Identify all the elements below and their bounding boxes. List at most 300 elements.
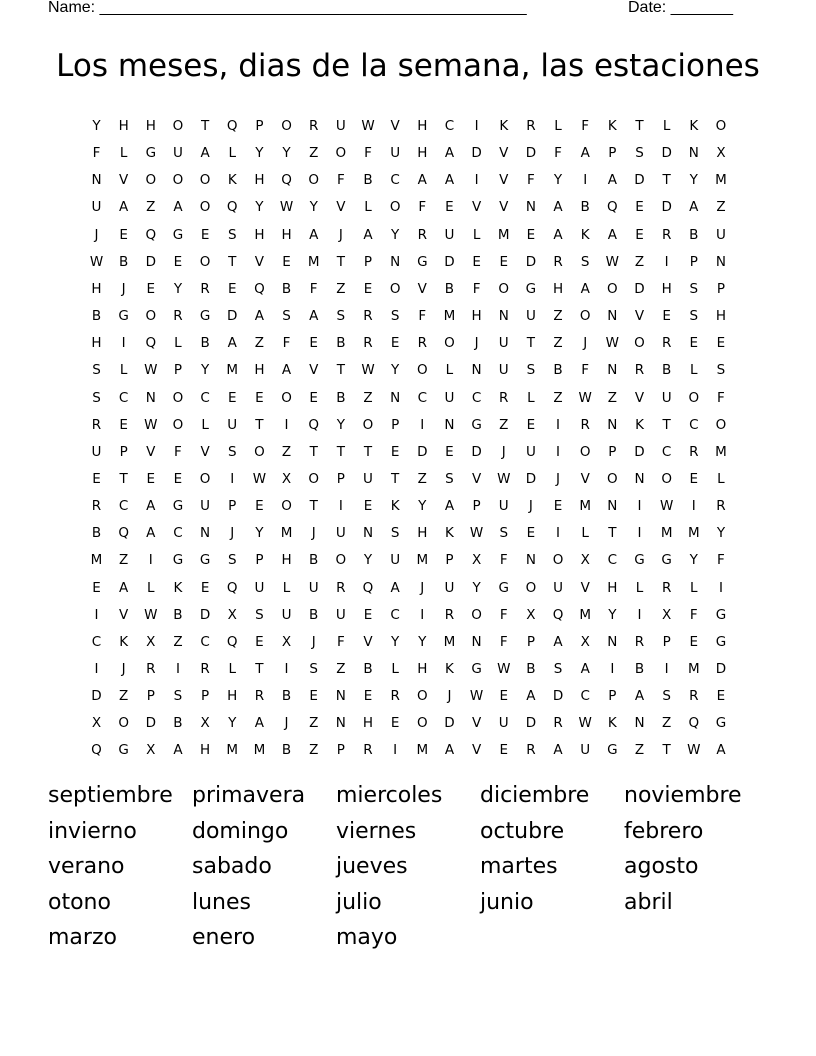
grid-letter: G — [525, 280, 537, 297]
grid-letter: X — [227, 606, 237, 623]
grid-letter: N — [688, 145, 699, 162]
grid-letter: D — [227, 308, 238, 325]
grid-letter: W — [578, 389, 592, 406]
grid-letter: E — [499, 742, 509, 759]
grid-letter: C — [417, 389, 428, 406]
word-list-item: marzo — [48, 925, 117, 951]
grid-letter: U — [200, 498, 211, 515]
grid-letter: B — [91, 525, 102, 542]
grid-letter: D — [525, 253, 537, 270]
grid-letter: C — [607, 552, 618, 569]
grid-letter: T — [255, 416, 264, 433]
grid-letter: L — [527, 389, 535, 406]
grid-letter: B — [662, 362, 672, 379]
grid-letter: O — [552, 552, 564, 569]
grid-letter: G — [417, 253, 428, 270]
grid-letter: H — [471, 308, 482, 325]
grid-letter: G — [118, 742, 129, 759]
grid-letter: E — [200, 226, 210, 243]
grid-letter: F — [309, 280, 318, 297]
grid-letter: M — [687, 525, 700, 542]
grid-letter: D — [525, 145, 537, 162]
grid-letter: V — [499, 199, 509, 216]
grid-letter: S — [173, 688, 183, 705]
grid-letter: G — [172, 552, 184, 569]
grid-letter: L — [282, 579, 291, 596]
grid-letter: P — [201, 688, 210, 705]
grid-letter: B — [526, 661, 536, 677]
grid-letter: S — [336, 308, 346, 325]
grid-letter: Y — [391, 362, 400, 379]
grid-letter: J — [474, 335, 479, 352]
grid-letter: U — [281, 606, 292, 623]
grid-letter: E — [309, 335, 318, 352]
grid-letter: F — [418, 199, 427, 216]
grid-letter: B — [119, 253, 129, 270]
grid-letter: U — [335, 525, 346, 542]
grid-letter: A — [444, 742, 455, 759]
grid-letter: D — [525, 470, 537, 487]
grid-letter: I — [474, 172, 479, 189]
grid-letter: Q — [308, 416, 319, 433]
grid-letter: R — [661, 579, 672, 596]
grid-letter: N — [634, 470, 645, 487]
grid-letter: I — [556, 416, 561, 433]
header-line — [48, 0, 740, 20]
grid-letter: K — [607, 715, 617, 732]
grid-letter: J — [447, 688, 452, 705]
grid-letter: H — [715, 308, 727, 325]
grid-letter: D — [145, 253, 156, 270]
grid-letter: U — [335, 606, 346, 623]
grid-letter: I — [230, 470, 235, 487]
grid-letter: O — [281, 118, 292, 134]
grid-letter: Q — [688, 715, 700, 732]
grid-letter: M — [497, 226, 510, 243]
grid-letter: A — [309, 226, 319, 243]
grid-letter: N — [390, 389, 401, 406]
grid-letter: I — [175, 661, 180, 677]
grid-letter: O — [607, 280, 618, 297]
grid-letter: Q — [226, 118, 238, 134]
grid-letter: G — [199, 552, 211, 569]
grid-letter: L — [581, 525, 589, 542]
grid-letter: E — [499, 253, 509, 270]
grid-letter: X — [91, 715, 102, 732]
grid-letter: D — [199, 606, 211, 623]
grid-letter: L — [554, 118, 562, 134]
grid-letter: U — [498, 335, 509, 352]
grid-letter: I — [556, 443, 561, 460]
grid-letter: E — [227, 280, 237, 297]
grid-letter: O — [444, 335, 455, 352]
grid-letter: F — [527, 172, 535, 189]
grid-letter: L — [445, 362, 454, 379]
grid-letter: B — [281, 742, 292, 759]
grid-letter: O — [145, 308, 157, 325]
grid-letter: E — [526, 416, 536, 433]
grid-letter: K — [607, 118, 617, 134]
grid-letter: O — [416, 688, 428, 705]
grid-letter: S — [635, 145, 644, 162]
grid-letter: U — [525, 443, 536, 460]
grid-letter: I — [556, 525, 561, 542]
grid-letter: C — [661, 443, 672, 460]
grid-letter: I — [664, 253, 669, 270]
grid-letter: D — [471, 145, 482, 162]
grid-letter: G — [715, 633, 727, 650]
grid-letter: T — [336, 253, 345, 270]
grid-letter: S — [689, 308, 699, 325]
grid-letter: C — [200, 633, 210, 650]
word-list — [48, 778, 768, 956]
word-list-item: verano — [48, 854, 125, 880]
grid-letter: B — [444, 280, 455, 297]
grid-letter: U — [91, 199, 102, 216]
grid-letter: L — [119, 145, 128, 162]
grid-letter: X — [526, 606, 536, 623]
grid-letter: M — [90, 552, 103, 569]
date-field: Date: _______ — [628, 0, 733, 16]
grid-letter: T — [635, 118, 644, 134]
grid-letter: E — [716, 688, 726, 705]
grid-letter: I — [637, 606, 642, 623]
grid-letter: Y — [255, 145, 264, 162]
grid-letter: A — [526, 688, 536, 705]
grid-letter: M — [226, 362, 239, 379]
grid-letter: Z — [146, 199, 156, 216]
grid-letter: L — [635, 579, 644, 596]
grid-letter: N — [607, 308, 618, 325]
grid-letter: H — [200, 742, 211, 759]
grid-letter: E — [363, 498, 373, 515]
grid-letter: G — [715, 715, 727, 732]
grid-letter: Z — [309, 715, 319, 732]
grid-letter: F — [336, 172, 345, 189]
grid-letter: D — [417, 443, 428, 460]
grid-letter: F — [689, 606, 698, 623]
grid-letter: P — [608, 688, 617, 705]
grid-letter: O — [688, 389, 700, 406]
grid-letter: T — [255, 661, 264, 677]
grid-letter: F — [581, 118, 590, 134]
grid-letter: I — [637, 498, 642, 515]
grid-letter: Q — [226, 633, 238, 650]
grid-letter: S — [499, 525, 509, 542]
grid-letter: H — [607, 579, 618, 596]
grid-letter: M — [443, 633, 456, 650]
grid-letter: O — [661, 470, 672, 487]
grid-letter: X — [580, 552, 590, 569]
grid-letter: P — [228, 498, 237, 515]
grid-letter: O — [579, 308, 591, 325]
grid-letter: J — [420, 579, 425, 596]
grid-letter: T — [309, 498, 318, 515]
grid-letter: V — [417, 280, 427, 297]
grid-letter: C — [444, 118, 455, 134]
grid-letter: K — [227, 172, 237, 189]
grid-letter: N — [607, 633, 618, 650]
grid-letter: B — [580, 199, 590, 216]
grid-letter: R — [526, 118, 536, 134]
grid-letter: K — [445, 525, 454, 542]
word-list-item: miercoles — [336, 783, 443, 808]
grid-letter: N — [525, 199, 536, 216]
grid-letter: L — [690, 579, 698, 596]
grid-letter: I — [637, 525, 642, 542]
grid-letter: C — [390, 172, 400, 189]
grid-letter: R — [444, 606, 455, 623]
grid-letter: N — [607, 498, 618, 515]
grid-letter: A — [444, 498, 455, 515]
grid-letter: T — [309, 443, 318, 460]
grid-letter: O — [172, 389, 184, 406]
grid-letter: Y — [255, 525, 264, 542]
grid-letter: W — [469, 525, 484, 542]
grid-letter: V — [634, 389, 645, 406]
grid-letter: O — [362, 416, 374, 433]
grid-letter: O — [308, 172, 319, 189]
grid-letter: R — [499, 389, 509, 406]
grid-letter: R — [689, 443, 699, 460]
grid-letter: P — [255, 552, 264, 569]
grid-letter: F — [554, 145, 562, 162]
grid-letter: W — [144, 362, 158, 379]
grid-letter: O — [471, 606, 482, 623]
grid-letter: D — [145, 715, 156, 732]
grid-letter: P — [146, 688, 155, 705]
word-list-item: agosto — [624, 854, 699, 880]
grid-letter: W — [605, 253, 620, 270]
word-list-item: diciembre — [480, 783, 590, 808]
grid-letter: O — [389, 280, 401, 297]
grid-letter: A — [553, 199, 563, 216]
grid-letter: O — [118, 715, 129, 732]
grid-letter: E — [662, 308, 671, 325]
grid-letter: S — [92, 362, 101, 379]
grid-letter: X — [580, 633, 590, 650]
grid-letter: C — [118, 389, 129, 406]
grid-letter: V — [309, 362, 319, 379]
grid-letter: D — [525, 715, 537, 732]
grid-letter: S — [309, 661, 318, 677]
grid-letter: A — [716, 742, 726, 759]
grid-letter: H — [417, 661, 428, 677]
grid-letter: O — [281, 389, 292, 406]
grid-letter: F — [336, 633, 345, 650]
grid-letter: V — [254, 253, 265, 270]
grid-letter: Z — [607, 389, 617, 406]
grid-letter: W — [361, 118, 375, 134]
grid-letter: A — [146, 525, 156, 542]
word-list-item: invierno — [48, 818, 137, 844]
grid-letter: Z — [336, 280, 346, 297]
grid-letter: R — [553, 715, 563, 732]
grid-letter: Y — [391, 633, 400, 650]
grid-letter: A — [580, 280, 590, 297]
grid-letter: I — [94, 661, 99, 677]
grid-letter: I — [148, 552, 153, 569]
grid-letter: D — [471, 443, 482, 460]
grid-letter: Q — [145, 226, 157, 243]
grid-letter: D — [661, 199, 672, 216]
grid-letter: C — [689, 416, 699, 433]
grid-letter: B — [689, 226, 699, 243]
grid-letter: G — [118, 308, 129, 325]
grid-letter: H — [661, 280, 672, 297]
grid-letter: S — [580, 253, 590, 270]
grid-letter: B — [363, 172, 373, 189]
grid-letter: K — [635, 416, 644, 433]
grid-letter: R — [417, 335, 427, 352]
grid-letter: K — [499, 118, 509, 134]
grid-letter: O — [607, 470, 618, 487]
name-field: Name: ________________________________________________ — [48, 0, 527, 16]
word-list-item: febrero — [624, 818, 704, 844]
grid-letter: Q — [91, 742, 102, 759]
grid-letter: N — [471, 633, 482, 650]
grid-letter: V — [390, 118, 400, 134]
grid-letter: Y — [363, 552, 373, 569]
grid-letter: I — [121, 335, 126, 352]
grid-letter: Q — [145, 335, 157, 352]
grid-letter: A — [254, 308, 265, 325]
grid-letter: Y — [282, 145, 291, 162]
grid-letter: E — [92, 579, 101, 596]
grid-letter: A — [173, 742, 183, 759]
grid-letter: Y — [92, 118, 101, 134]
word-list-item: noviembre — [624, 783, 742, 808]
grid-letter: Y — [553, 172, 563, 189]
grid-letter: A — [390, 579, 400, 596]
grid-letter: J — [311, 633, 316, 650]
grid-letter: E — [445, 199, 454, 216]
grid-letter: S — [689, 280, 699, 297]
grid-letter: U — [498, 498, 509, 515]
grid-letter: F — [499, 633, 508, 650]
grid-letter: R — [634, 633, 645, 650]
grid-letter: B — [173, 606, 183, 623]
grid-letter: E — [526, 525, 536, 542]
grid-letter: O — [199, 199, 211, 216]
grid-letter: B — [336, 389, 346, 406]
grid-letter: B — [553, 362, 563, 379]
grid-letter: O — [416, 362, 428, 379]
word-list-item: primavera — [192, 783, 306, 808]
grid-letter: O — [172, 118, 184, 134]
grid-letter: A — [119, 199, 129, 216]
grid-letter: D — [552, 688, 564, 705]
grid-letter: U — [390, 145, 401, 162]
grid-letter: E — [146, 280, 156, 297]
grid-letter: F — [499, 552, 508, 569]
grid-letter: J — [583, 335, 588, 352]
grid-letter: N — [634, 715, 645, 732]
grid-letter: E — [363, 688, 373, 705]
grid-letter: F — [92, 145, 101, 162]
grid-letter: X — [716, 145, 726, 162]
grid-letter: A — [227, 335, 237, 352]
grid-letter: R — [716, 498, 726, 515]
grid-letter: B — [281, 280, 292, 297]
grid-letter: E — [255, 389, 264, 406]
grid-letter: Y — [391, 226, 400, 243]
grid-letter: Y — [173, 280, 183, 297]
grid-letter: E — [282, 253, 291, 270]
word-list-item: abril — [624, 889, 673, 915]
grid-letter: M — [226, 742, 239, 759]
grid-letter: O — [199, 172, 211, 189]
grid-letter: B — [91, 308, 102, 325]
grid-letter: W — [578, 715, 592, 732]
word-search-grid — [83, 113, 737, 762]
grid-letter: V — [499, 172, 509, 189]
grid-letter: P — [336, 470, 345, 487]
grid-letter: L — [364, 199, 372, 216]
grid-letter: K — [445, 661, 454, 677]
grid-letter: N — [607, 362, 618, 379]
grid-letter: P — [336, 742, 345, 759]
grid-letter: X — [200, 715, 210, 732]
grid-letter: O — [199, 253, 211, 270]
word-list-item: sabado — [192, 854, 272, 880]
grid-letter: A — [281, 362, 292, 379]
grid-letter: W — [144, 606, 158, 623]
grid-letter: O — [634, 335, 645, 352]
grid-letter: D — [444, 715, 455, 732]
grid-letter: T — [363, 443, 373, 460]
grid-letter: A — [634, 688, 645, 705]
grid-letter: Z — [119, 688, 129, 705]
grid-letter: B — [363, 661, 373, 677]
grid-letter: G — [661, 552, 672, 569]
grid-letter: A — [363, 226, 373, 243]
word-list-item: julio — [336, 889, 382, 915]
grid-letter: X — [146, 742, 156, 759]
grid-letter: Z — [309, 742, 319, 759]
grid-letter: F — [717, 389, 725, 406]
grid-letter: P — [445, 552, 454, 569]
grid-letter: W — [144, 416, 158, 433]
grid-letter: M — [715, 172, 727, 189]
grid-letter: F — [174, 443, 182, 460]
grid-letter: P — [255, 118, 264, 134]
grid-letter: D — [91, 688, 102, 705]
grid-letter: H — [552, 280, 564, 297]
grid-letter: R — [526, 742, 536, 759]
grid-letter: U — [390, 552, 401, 569]
grid-letter: M — [687, 661, 700, 677]
grid-letter: U — [498, 715, 509, 732]
grid-letter: E — [635, 226, 644, 243]
grid-letter: A — [607, 226, 617, 243]
grid-letter: L — [472, 226, 481, 243]
grid-letter: S — [227, 552, 237, 569]
grid-letter: T — [119, 470, 128, 487]
grid-letter: Z — [281, 443, 292, 460]
grid-letter: J — [338, 226, 343, 243]
grid-letter: J — [311, 525, 316, 542]
grid-letter: E — [716, 335, 726, 352]
grid-letter: C — [390, 606, 400, 623]
grid-letter: D — [715, 661, 727, 677]
grid-letter: O — [335, 145, 347, 162]
grid-letter: U — [444, 579, 455, 596]
grid-letter: R — [580, 416, 590, 433]
grid-letter: E — [173, 253, 183, 270]
grid-letter: E — [200, 579, 210, 596]
grid-letter: H — [417, 118, 428, 134]
